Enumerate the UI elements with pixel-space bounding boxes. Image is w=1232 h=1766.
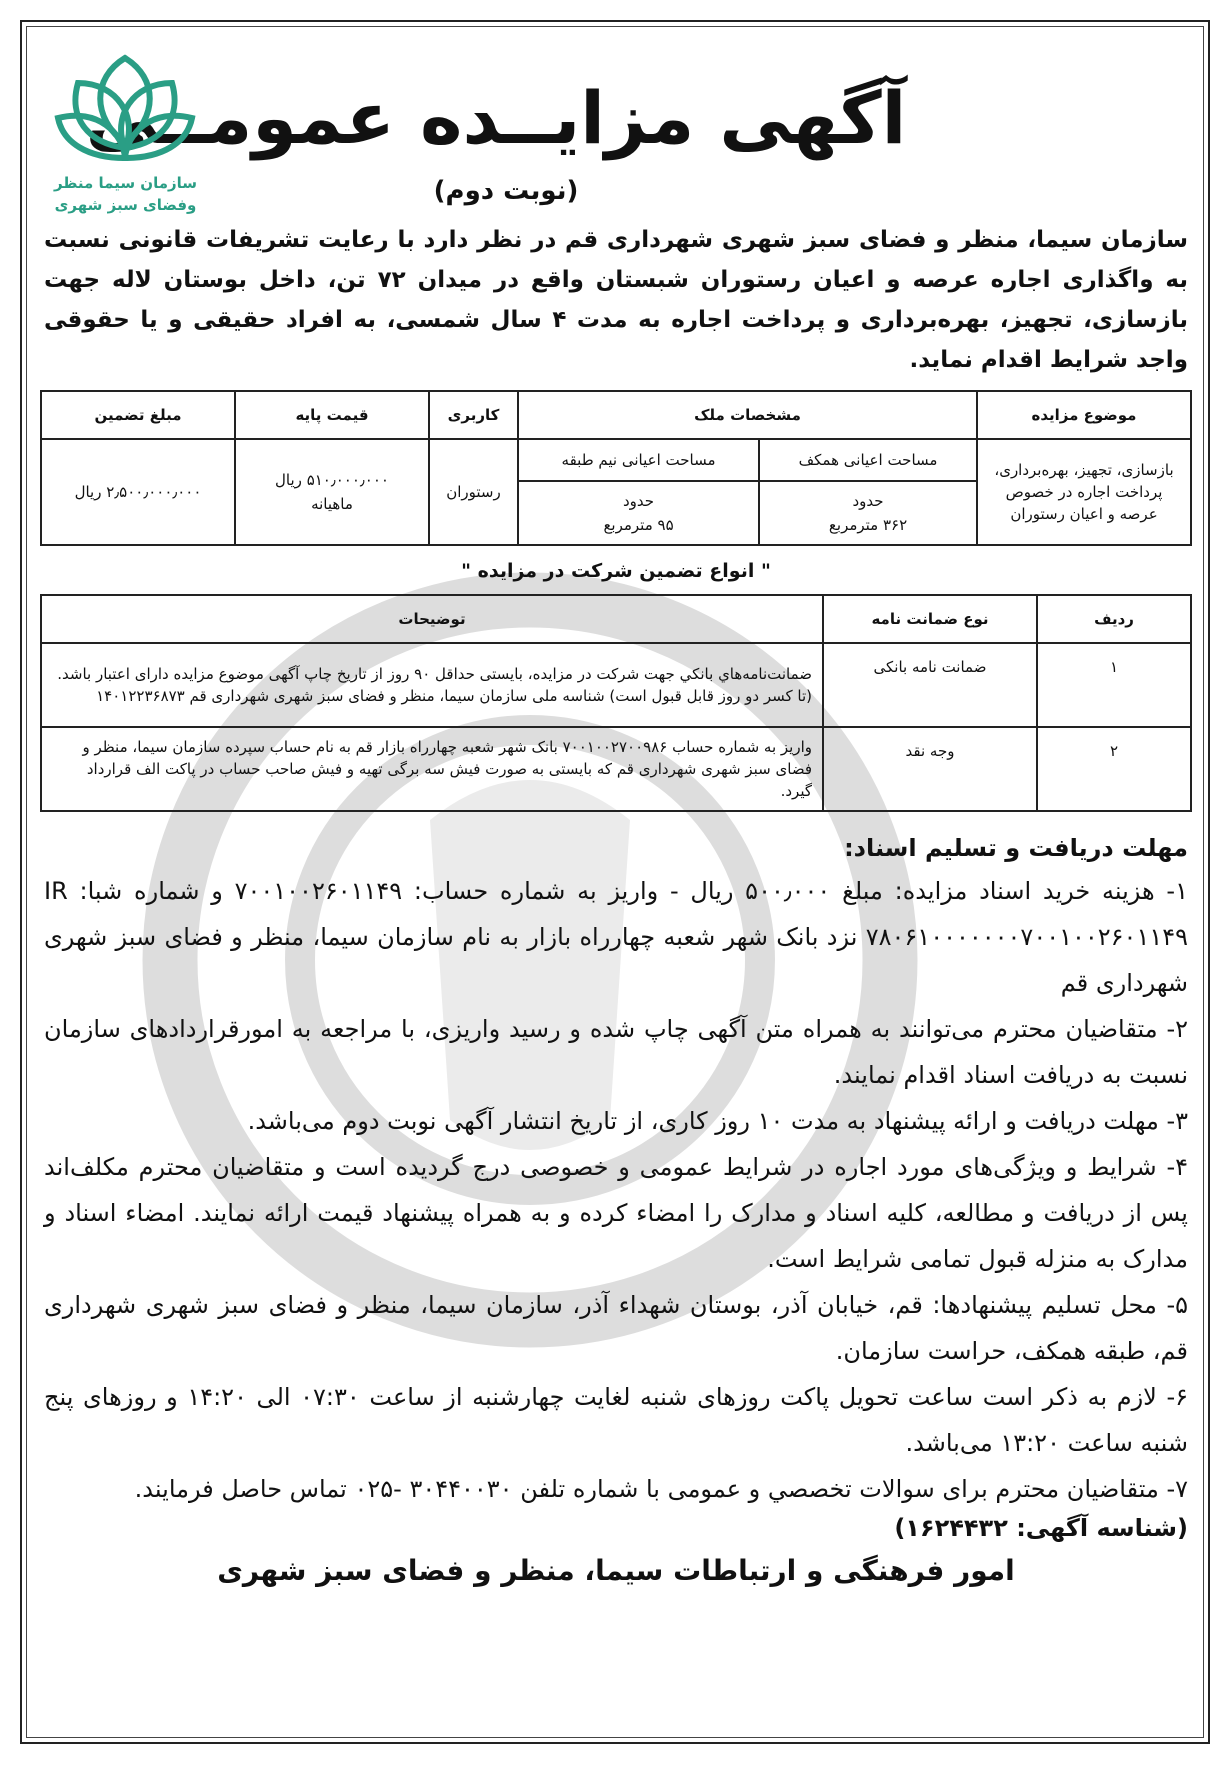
section-heading: مهلت دریافت و تسلیم اسناد: — [844, 834, 1188, 862]
table-row — [41, 727, 1191, 811]
row-num: ۱ — [1037, 643, 1191, 727]
table-row — [41, 643, 1191, 727]
cell-ground-area — [759, 481, 977, 545]
row-type: ضمانت نامه بانکی — [823, 643, 1037, 727]
th-ground-area: مساحت اعیانی همکف — [759, 439, 977, 481]
cell-subject: بازسازی، تجهیز، بهره‌برداری، پرداخت اجاره در خصوص عرصه و اعیان رستوران — [977, 439, 1191, 545]
row-type: وجه نقد — [823, 727, 1037, 811]
row-num: ۲ — [1037, 727, 1191, 811]
logo-text-line1: سازمان سیما منظر — [53, 174, 198, 192]
th-row: ردیف — [1037, 595, 1191, 643]
mezz-area-value: ۹۵ مترمربع — [603, 516, 674, 534]
ad-code: (شناسه آگهی: ۱۶۲۴۴۳۲) — [894, 1514, 1188, 1542]
th-property: مشخصات ملک — [518, 391, 977, 439]
list-item: ۴- شرایط و ویژگی‌های مورد اجاره در شرایط عمومی و خصوصی درج گردیده است و متقاضیان محترم مکلف‌اند پس از دریافت و مطالعه، کلیه اسناد و مدارک را امضاء کرده و به همراه پیشنهاد قیمت ارائه نمایند. امضاء اسناد و مدارک به منزله قبول تمامی شرایط است. — [44, 1153, 1188, 1273]
th-base-price: قیمت پایه — [235, 391, 429, 439]
base-price-value: ۵۱۰٫۰۰۰٫۰۰۰ ریال — [275, 471, 389, 489]
th-subject: موضوع مزایده — [977, 391, 1191, 439]
guarantee-types-table — [40, 594, 1192, 812]
cell-base-price — [235, 439, 429, 545]
list-item: ۳- مهلت دریافت و ارائه پیشنهاد به مدت ۱۰ روز کاری، از تاریخ انتشار آگهی نوبت دوم می‌باشد. — [247, 1107, 1188, 1135]
base-price-period: ماهیانه — [311, 495, 353, 513]
ground-approx: حدود — [852, 492, 884, 510]
ground-area-value: ۳۶۲ مترمربع — [828, 516, 908, 534]
th-type: نوع ضمانت نامه — [823, 595, 1037, 643]
cell-mezzanine-area — [518, 481, 759, 545]
list-item: ۶- لازم به ذکر است ساعت تحویل پاکت روزهای شنبه لغایت چهارشنبه از ساعت ۰۷:۳۰ الی ۱۴:۲۰ و روزهای پنج شنبه ساعت ۱۳:۲۰ می‌باشد. — [44, 1383, 1188, 1457]
th-usage: کاربری — [429, 391, 518, 439]
auction-details-table — [40, 390, 1192, 546]
page-subtitle: (نوبت دوم) — [433, 176, 579, 206]
list-item: ۱- هزینه خرید اسناد مزایده: مبلغ ۵۰۰٫۰۰۰ ریال - واریز به شماره حساب: ۷۰۰۱۰۰۲۶۰۱۱۴۹ و شماره شبا: IR ۷۸۰۶۱۰۰۰۰۰۰۰۷۰۰۱۰۰۲۶۰۱۱۴۹ نزد بانک شهر شعبه چهارراه بازار به نام سازمان سیما، منظر و فضای سبز شهری شهرداری قم — [44, 877, 1188, 997]
lotus-icon — [38, 48, 213, 168]
th-guarantee: مبلغ تضمین — [41, 391, 235, 439]
intro-paragraph: سازمان سیما، منظر و فضای سبز شهری شهرداری قم در نظر دارد با رعایت تشریفات قانونی نسبت به واگذاری اجاره عرصه و اعیان رستوران شبستان واقع در میدان ۷۲ تن، داخل بوستان لاله جهت بازسازی، تجهیز، بهره‌برداری و پرداخت اجاره به مدت ۴ سال شمسی، به افراد حقیقی و یا حقوقی واجد شرایط اقدام نماید. — [44, 227, 1188, 373]
logo-text-line2: وفضای سبز شهری — [54, 196, 197, 214]
page-title: آگهی مزایــده عمومــی — [85, 76, 907, 160]
list-item: ۲- متقاضیان محترم می‌توانند به همراه متن آگهی چاپ شده و رسید واریزی، با مراجعه به امورقراردادهای سازمان نسبت به دریافت اسناد اقدام نمایند. — [44, 1015, 1188, 1089]
th-desc: توضیحات — [41, 595, 823, 643]
list-item: ۵- محل تسلیم پیشنهادها: قم، خیابان آذر، بوستان شهداء آذر، سازمان سیما، منظر و فضای سبز شهری شهرداری قم، طبقه همکف، حراست سازمان. — [44, 1291, 1188, 1365]
guarantee-caption: " انواع تضمین شرکت در مزایده " — [461, 560, 771, 582]
organization-logo — [38, 48, 213, 223]
cell-guarantee: ۲٫۵۰۰٫۰۰۰٫۰۰۰ ریال — [41, 439, 235, 545]
footer-signature: امور فرهنگی و ارتباطات سیما، منظر و فضای سبز شهری — [217, 1554, 1015, 1587]
list-item: ۷- متقاضیان محترم برای سوالات تخصصي و عمومی با شماره تلفن ۳۰۴۴۰۰۳۰ -۰۲۵ تماس حاصل فرمایند. — [134, 1475, 1188, 1503]
mezz-approx: حدود — [623, 492, 655, 510]
row-desc: ضمانت‌نامه‌هاي بانكي جهت شرکت در مزایده، بایستی حداقل ۹۰ روز از تاریخ چاپ آگهی موضوع مزایده دارای اعتبار باشد. (تا کسر دو روز قابل قبول است) شناسه ملی سازمان سیما، منظر و فضای سبز شهری شهرداری قم ۱۴۰۱۲۲۳۶۸۷۳ — [41, 643, 823, 727]
cell-usage: رستوران — [429, 439, 518, 545]
row-desc: واریز به شماره حساب ۷۰۰۱۰۰۲۷۰۰۹۸۶ بانک شهر شعبه چهارراه بازار قم به نام حساب سپرده سازمان سیما، منظر و فضای سبز شهری شهرداری قم که بایستی به صورت فیش سه برگی تهیه و فیش صاحب حساب در پاکت الف قرارداد گیرد. — [41, 727, 823, 811]
th-mezzanine-area: مساحت اعیانی نیم طبقه — [518, 439, 759, 481]
